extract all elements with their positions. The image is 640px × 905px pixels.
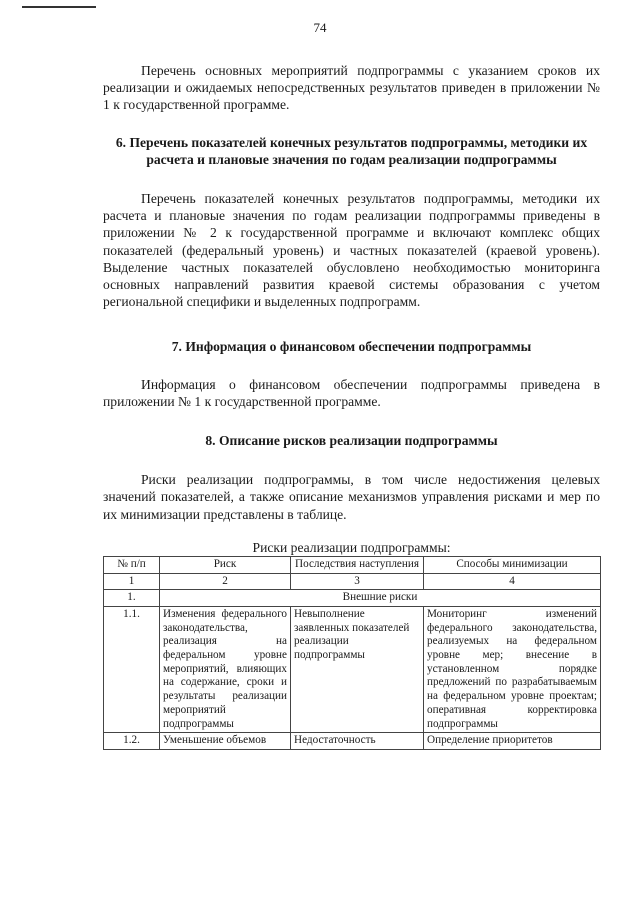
table-row — [104, 733, 601, 750]
header-risk: Риск — [160, 556, 291, 573]
header-number: № п/п — [104, 556, 160, 573]
column-number: 1 — [104, 573, 160, 590]
section-6-heading: 6. Перечень показателей конечных результатов подпрограммы, методики их расчета и плановые значения по годам реализации подпрограммы — [115, 134, 588, 167]
paragraph-main-activities: Перечень основных мероприятий подпрограммы с указанием сроков их реализации и ожидаемых непосредственных результатов приведен в приложении № 1 к государственной программе. — [103, 63, 600, 113]
row-risk: Изменения федерального законодательства, реализация на федеральном уровне мероприятий, влияющих на содержание, сроки и результаты реализации мероприятий подпрограммы — [160, 606, 291, 732]
page-number: 74 — [313, 20, 327, 35]
column-number-row — [104, 573, 601, 590]
row-mitigation: Мониторинг изменений федерального законодательства, реализуемых на федеральном уровне мер; внесение в установленном порядке предложений по разрабатываемым на федеральном уровне проектам; оперативная корректировка подпрограммы — [424, 606, 601, 732]
header-mitigation: Способы минимизации — [424, 556, 601, 573]
table-row — [104, 606, 601, 732]
paragraph-indicators: Перечень показателей конечных результатов подпрограммы, методики их расчета и плановые значения по годам реализации подпрограммы приведены в приложении № 2 к государственной программе и включают комплекс общих показателей (федеральный уровень) и частных показателей (краевой уровень). Выделение частных показателей обусловлено необходимостью мониторинга основных направлений развития краевой системы образования с учетом региональной специфики и выделенных подпрограмм. — [103, 191, 600, 310]
table-caption: Риски реализации подпрограммы: — [252, 539, 451, 555]
document-body — [103, 62, 600, 750]
column-number: 3 — [291, 573, 424, 590]
risks-table — [103, 556, 601, 750]
section-8-heading: 8. Описание рисков реализации подпрограммы — [205, 433, 498, 449]
table-header-row — [104, 556, 601, 573]
column-number: 2 — [160, 573, 291, 590]
row-mitigation: Определение приоритетов — [424, 733, 601, 750]
row-consequence: Недостаточность — [291, 733, 424, 750]
group-number: 1. — [104, 590, 160, 607]
paragraph-risks: Риски реализации подпрограммы, в том числе недостижения целевых значений показателей, а также описание механизмов управления рисками и мер по их минимизации представлены в таблице. — [103, 472, 600, 522]
column-number: 4 — [424, 573, 601, 590]
row-consequence: Невыполнение заявленных показателей реализации подпрограммы — [291, 606, 424, 732]
header-consequence: Последствия наступления — [291, 556, 424, 573]
group-label: Внешние риски — [160, 590, 601, 607]
paragraph-financing: Информация о финансовом обеспечении подпрограммы приведена в приложении № 1 к государственной программе. — [103, 376, 600, 409]
row-number: 1.1. — [104, 606, 160, 732]
section-7-heading: 7. Информация о финансовом обеспечении подпрограммы — [171, 339, 532, 355]
header-rule — [22, 6, 96, 8]
row-risk: Уменьшение объемов — [160, 733, 291, 750]
row-number: 1.2. — [104, 733, 160, 750]
group-row — [104, 590, 601, 607]
